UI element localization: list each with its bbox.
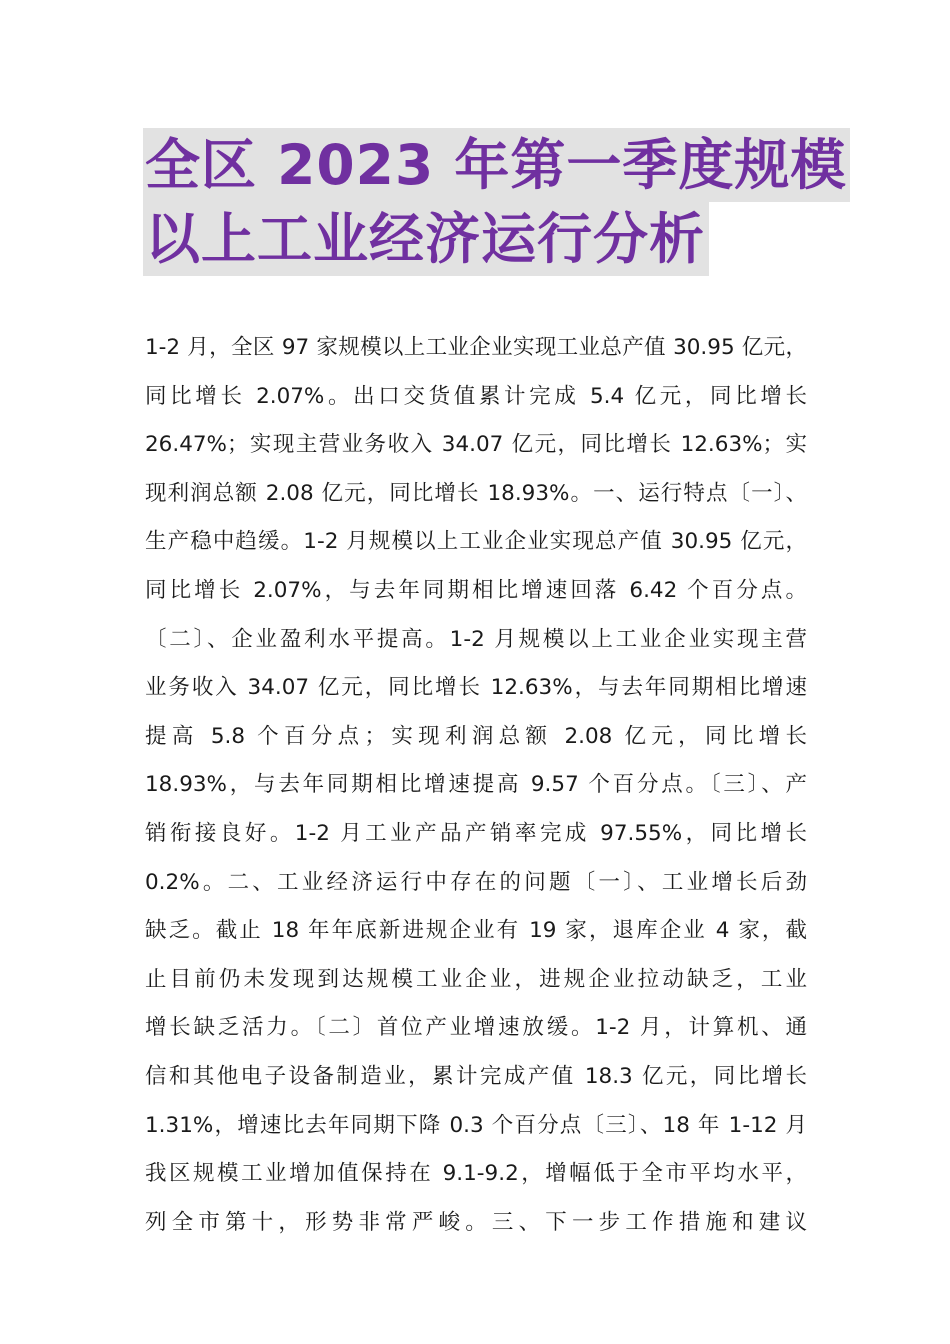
- body-line: 1-2 月，全区 97 家规模以上工业企业实现工业总产值 30.95 亿元，: [145, 335, 807, 360]
- body-line: 同比增长 2.07%，与去年同期相比增速回落 6.42 个百分点。: [145, 577, 807, 603]
- body-line: 同比增长 2.07%。出口交货值累计完成 5.4 亿元，同比增长: [145, 383, 807, 409]
- body-line: 〔二〕、企业盈利水平提高。1-2 月规模以上工业企业实现主营: [145, 626, 807, 652]
- title-line-1: 全区 2023 年第一季度规模: [143, 128, 850, 202]
- body-line: 1.31%，增速比去年同期下降 0.3 个百分点〔三〕、18 年 1-12 月: [145, 1112, 807, 1138]
- body-line: 列全市第十，形势非常严峻。三、下一步工作措施和建议: [145, 1209, 807, 1235]
- body-line: 0.2%。二、工业经济运行中存在的问题〔一〕、工业增长后劲: [145, 869, 807, 895]
- body-line: 26.47%；实现主营业务收入 34.07 亿元，同比增长 12.63%；实: [145, 432, 807, 458]
- document-body: [145, 324, 807, 1247]
- body-line: 生产稳中趋缓。1-2 月规模以上工业企业实现总产值 30.95 亿元，: [145, 529, 807, 555]
- body-line: 销衔接良好。1-2 月工业产品产销率完成 97.55%，同比增长: [145, 820, 807, 846]
- title-line-2: 以上工业经济运行分析: [143, 202, 709, 276]
- body-line: 现利润总额 2.08 亿元，同比增长 18.93%。一、运行特点〔一〕、: [145, 480, 807, 506]
- body-line: 止目前仍未发现到达规模工业企业，进规企业拉动缺乏，工业: [145, 966, 807, 992]
- body-line: 缺乏。截止 18 年年底新进规企业有 19 家，退库企业 4 家，截: [145, 918, 807, 944]
- body-line: 信和其他电子设备制造业，累计完成产值 18.3 亿元，同比增长: [145, 1063, 807, 1089]
- body-line: 18.93%，与去年同期相比增速提高 9.57 个百分点。〔三〕、产: [145, 772, 807, 798]
- body-line: 提高 5.8 个百分点；实现利润总额 2.08 亿元，同比增长: [145, 723, 807, 749]
- body-line: 业务收入 34.07 亿元，同比增长 12.63%，与去年同期相比增速: [145, 675, 807, 701]
- body-line: 增长缺乏活力。〔二〕首位产业增速放缓。1-2 月，计算机、通: [145, 1015, 807, 1041]
- body-line: 我区规模工业增加值保持在 9.1-9.2，增幅低于全市平均水平，: [145, 1161, 807, 1187]
- document-title: [143, 128, 847, 276]
